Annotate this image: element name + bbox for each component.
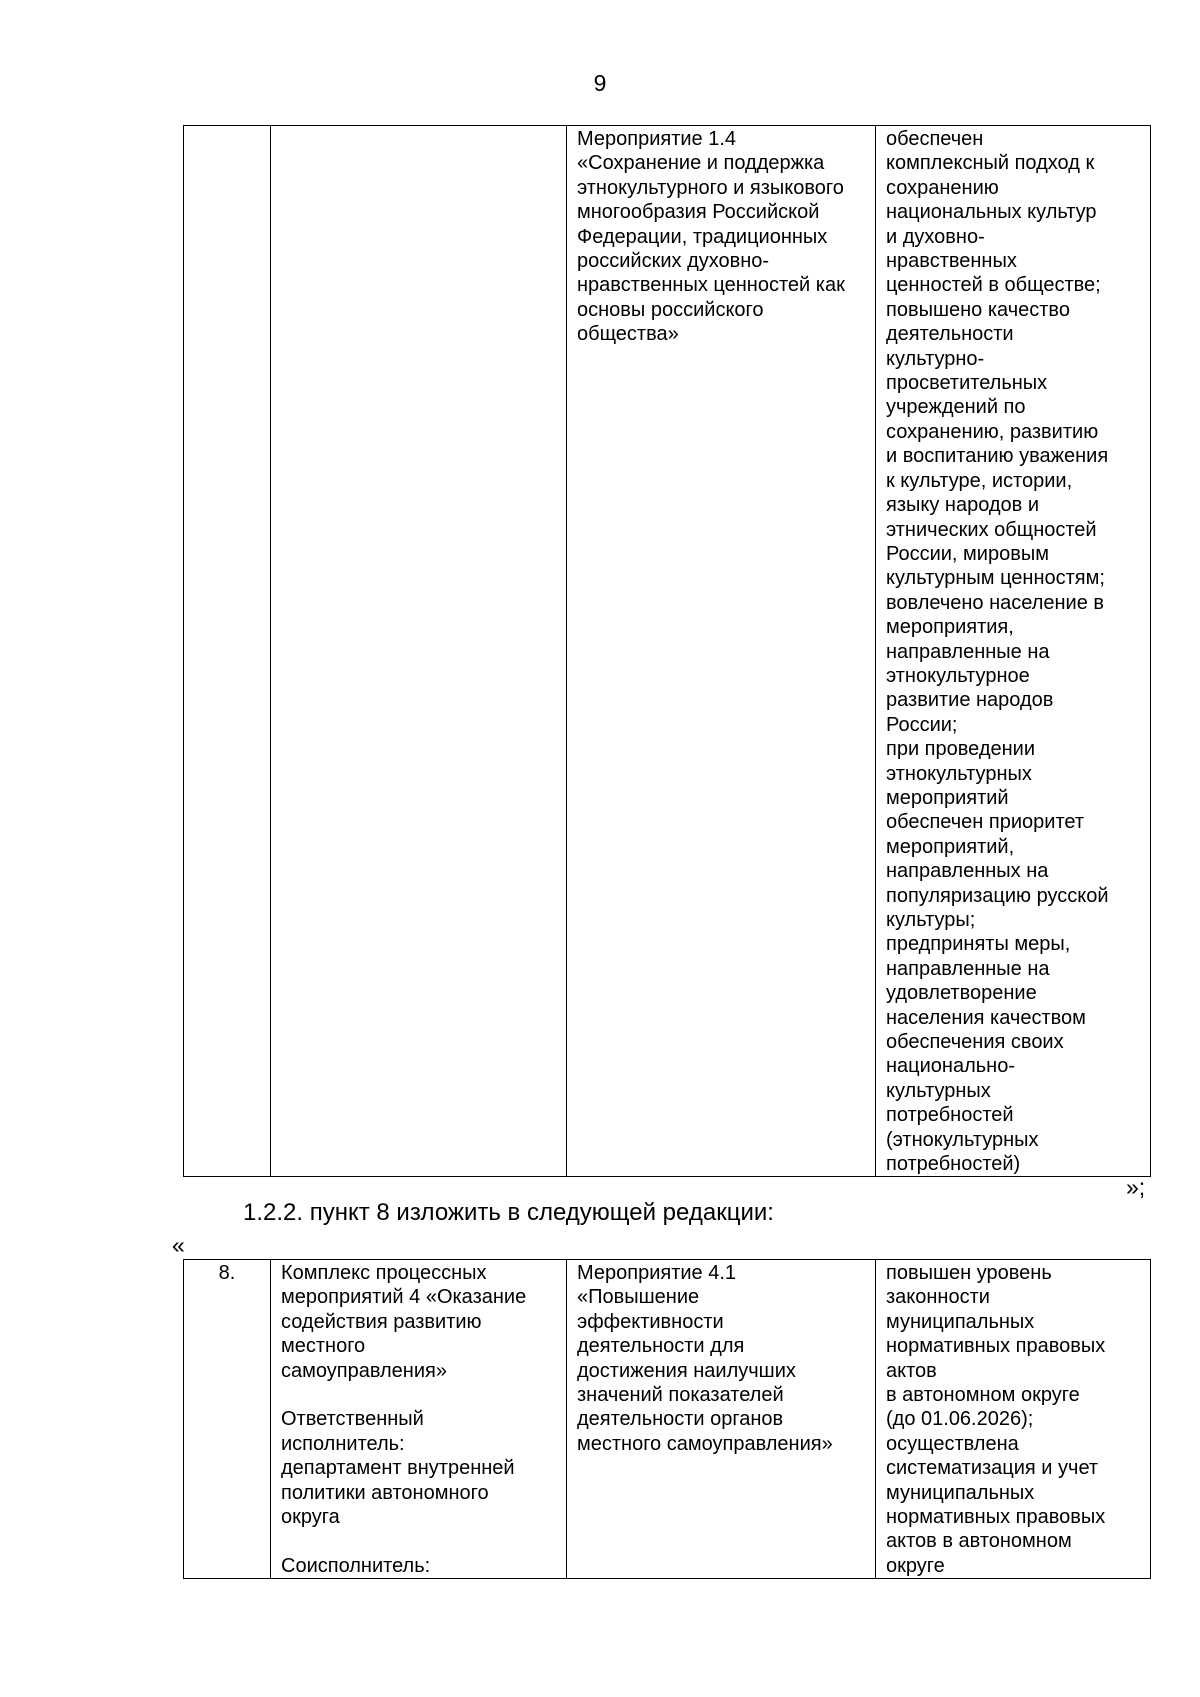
table-row	[184, 126, 1151, 1177]
closing-quote: »;	[1126, 1174, 1146, 1200]
row-number-cell: 8.	[184, 1260, 271, 1579]
program-table-continuation	[183, 125, 1151, 1177]
page-number: 9	[593, 70, 607, 96]
activity-cell: Мероприятие 1.4 «Сохранение и поддержка этнокультурного и языкового многообразия Российской Федерации, традиционных российских духовно-нравственных ценностей как основы российского общества»	[567, 126, 876, 1177]
complex-cell: Комплекс процессных мероприятий 4 «Оказание содействия развитию местного самоуправления» Ответственный исполнитель: департамент внутренней политики автономного округа Соисполнитель:	[271, 1260, 567, 1579]
result-cell: повышен уровень законности муниципальных нормативных правовых актов в автономном округе (до 01.06.2026); осуществлена систематизация и учет муниципальных нормативных правовых актов в автономном округе	[876, 1260, 1151, 1579]
program-table-item-8	[183, 1259, 1151, 1579]
complex-cell	[271, 126, 567, 1177]
amendment-instruction: 1.2.2. пункт 8 изложить в следующей редакции:	[243, 1199, 774, 1226]
activity-cell: Мероприятие 4.1 «Повышение эффективности деятельности для достижения наилучших значений показателей деятельности органов местного самоуправления»	[567, 1260, 876, 1579]
table-row	[184, 1260, 1151, 1579]
result-cell: обеспечен комплексный подход к сохранению национальных культур и духовно- нравственных ценностей в обществе; повышено качество деятельности культурно- просветительных учреждений по сохранению, развитию и воспитанию уважения к культуре, истории, языку народов и этнических общностей России, мировым культурным ценностям; вовлечено население в мероприятия, направленные на этнокультурное развитие народов России; при проведении этнокультурных мероприятий обеспечен приоритет мероприятий, направленных на популяризацию русской культуры; предприняты меры, направленные на удовлетворение населения качеством обеспечения своих национально- культурных потребностей (этнокультурных потребностей)	[876, 126, 1151, 1177]
opening-quote: «	[172, 1232, 185, 1258]
row-number-cell	[184, 126, 271, 1177]
